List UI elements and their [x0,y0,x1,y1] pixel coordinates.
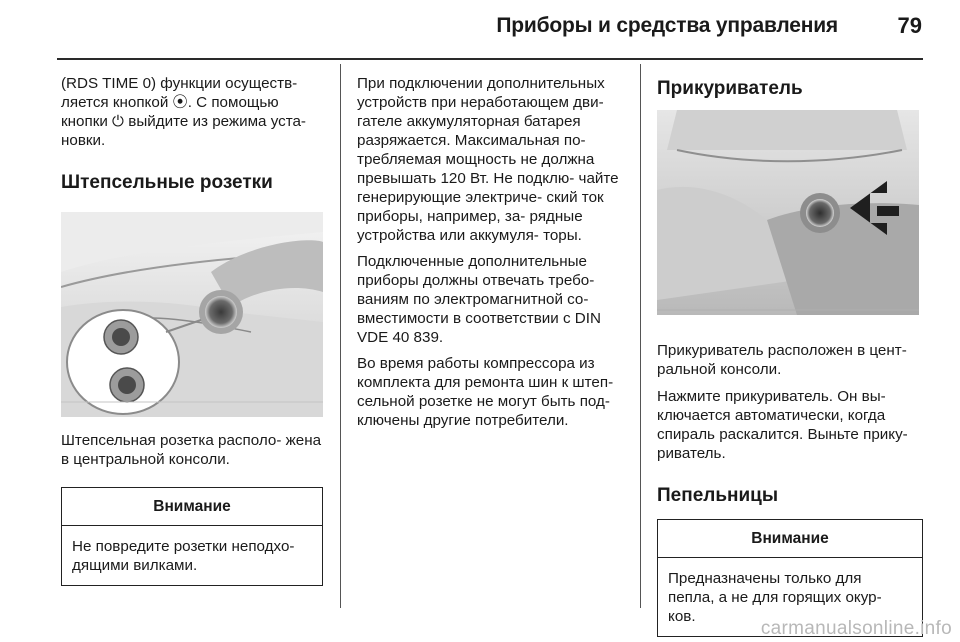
page-number: 79 [897,13,922,38]
lighter-heading: Прикуриватель [657,78,803,99]
notice-text: Не повредите розетки неподхо- дящими вилками. [72,538,295,574]
notice-box-sockets [61,487,323,586]
column-3 [657,74,923,637]
notice-text: Предназначены только для пепла, а не для горящих окур- ков. [668,570,882,625]
watermark: carmanualsonline.info [760,618,952,639]
page-header-title: Приборы и средства управления [496,14,838,37]
cigarette-lighter-illustration [657,110,919,315]
paragraph: При подключении дополнительных устройств при неработающем дви- гателе аккумуляторная батарея разряжается. Максимальная по- требляемая мощность не должна превышать 120 Вт. Не подклю- чайте генерирующие электриче- ский ток приборы, например, за- рядные устройства или аккумуля- торы. [357,75,619,244]
paragraph: Подключенные дополнительные приборы должны отвечать требо- ваниям по электромагнитной со- вместимости в соответствии с DIN VDE 40 839. [357,253,601,346]
notice-title: Внимание [62,488,322,526]
column-divider-1 [340,64,341,608]
intro-paragraph: (RDS TIME 0) функции осуществ- ляется кнопкой ⦿. С помощью кнопки ⏻ выйдите из режима уста- новки. [61,75,306,149]
notice-title: Внимание [658,520,922,558]
ashtrays-heading: Пепельницы [657,485,779,506]
power-socket-illustration [61,212,323,417]
column-1 [61,74,323,586]
paragraph: Во время работы компрессора из комплекта для ремонта шин к штеп- сельной розетке не могут быть под- ключены другие потребители. [357,355,614,429]
power-socket-figure [61,212,323,417]
column-2 [357,74,625,440]
socket-caption: Штепсельная розетка располо- жена в центральной консоли. [61,432,322,468]
sockets-heading: Штепсельные розетки [61,172,273,193]
cigarette-lighter-figure [657,110,919,315]
paragraph: Нажмите прикуриватель. Он вы- ключается автоматически, когда спираль раскалится. Выньте прику- риватель. [657,388,908,462]
column-divider-2 [640,64,641,608]
header-rule [57,58,923,60]
paragraph: Прикуриватель расположен в цент- ральной консоли. [657,342,907,378]
